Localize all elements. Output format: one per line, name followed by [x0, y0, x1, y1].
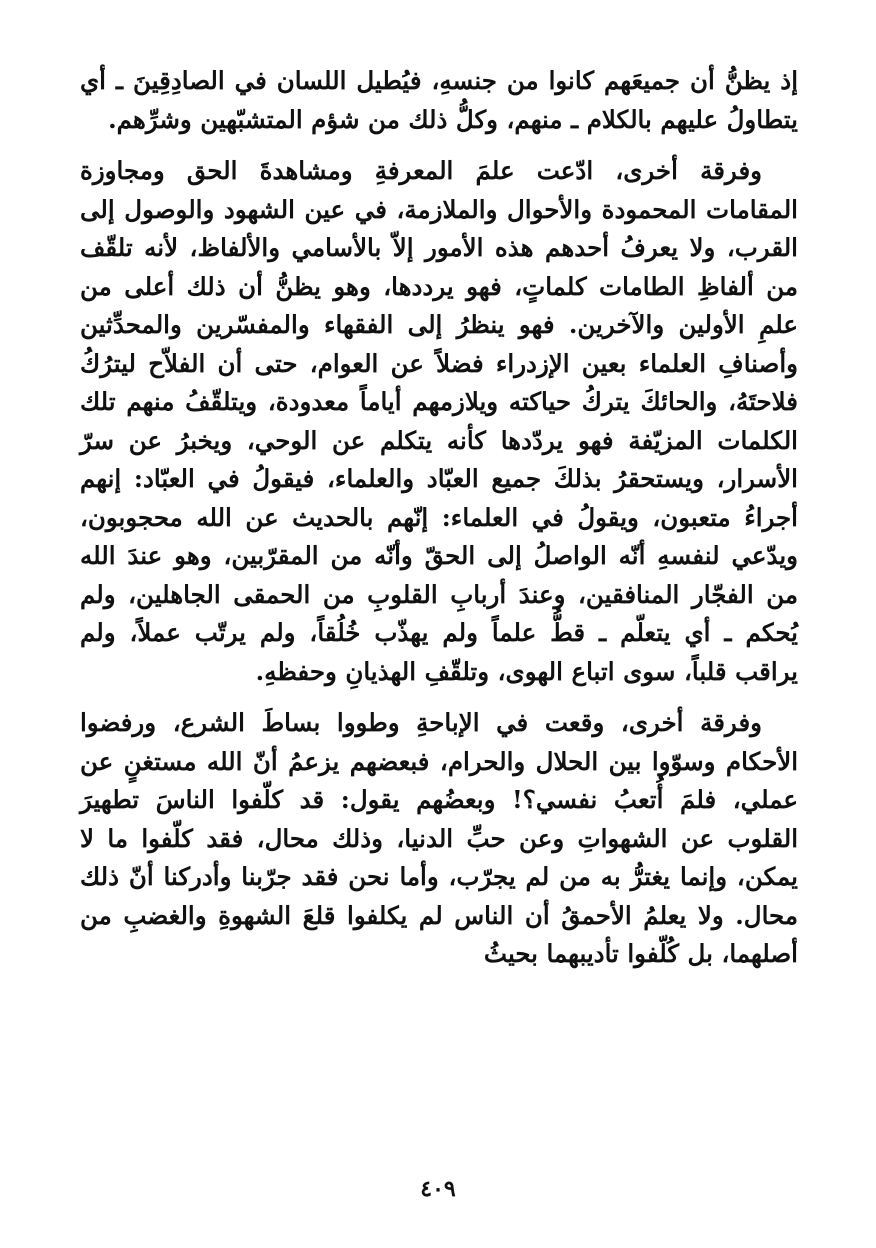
page-number: ٤٠٩ [420, 1176, 456, 1202]
page-body-text [80, 62, 798, 974]
paragraph-permissiveness: وفرقة أخرى، وقعت في الإباحةِ وطووا بساطَ الشرع، ورفضوا الأحكام وسوّوا بين الحلال والحرام، فبعضهم يزعمُ أنّ الله مستغنٍ عن عملي، فلمَ أُتعبُ نفسي؟! وبعضُهم يقول: قد كلّفوا الناسَ تطهيرَ القلوب عن الشهواتِ وعن حبِّ الدنيا، وذلك محال، فقد كلّفوا ما لا يمكن، وإنما يغترُّ به من لم يجرّب، وأما نحن فقد جرّبنا وأدركنا أنّ ذلك محال. ولا يعلمُ الأحمقُ أن الناس لم يكلفوا قلعَ الشهوةِ والغضبِ من أصلهما، بل كُلّفوا تأديبهما بحيثُ [80, 708, 798, 968]
paragraph-knowledge-claimants: وفرقة أخرى، ادّعت علمَ المعرفةِ ومشاهدةَ الحق ومجاوزة المقامات المحمودة والأحوال والملازمة، في عين الشهود والوصول إلى القرب، ولا يعرفُ أحدهم هذه الأمور إلاّ بالأسامي والألفاظ، لأنه تلقّف من ألفاظِ الطامات كلماتٍ، فهو يرددها، وهو يظنُّ أن ذلك أعلى من علمِ الأولين والآخرين. فهو ينظرُ إلى الفقهاء والمفسّرين والمحدِّثين وأصنافِ العلماء بعين الإزدراء فضلاً عن العوام، حتى أن الفلاّح ليترُكُ فلاحتَهُ، والحائكَ يتركُ حياكته ويلازمهم أياماً معدودة، ويتلقّفُ منهم تلك الكلمات المزيّفة فهو يردّدها كأنه يتكلم عن الوحي، ويخبرُ عن سرّ الأسرار، ويستحقرُ بذلكَ جميع العبّاد والعلماء، فيقولُ في العبّاد: إنهم أجراءُ متعبون، ويقولُ في العلماء: إنّهم بالحديث عن الله محجوبون، ويدّعي لنفسهِ أنّه الواصلُ إلى الحقّ وأنّه من المقرّبين، وهو عندَ الله من الفجّار المنافقين، وعندَ أربابِ القلوبِ من الحمقى الجاهلين، ولم يُحكم ـ أي يتعلّم ـ قطُّ علماً ولم يهذّب خُلُقاً، ولم يرتّب عملاً، ولم يراقب قلباً، سوى اتباع الهوى، وتلقّفِ الهذيانِ وحفظهِ. [80, 156, 798, 686]
paragraph-continuation: إذ يظنُّ أن جميعَهم كانوا من جنسهِ، فيُطيل اللسان في الصادِقِينَ ـ أي يتطاولُ عليهم بالكلام ـ منهم، وكلُّ ذلك من شؤم المتشبّهين وشرِّهم. [80, 66, 798, 134]
